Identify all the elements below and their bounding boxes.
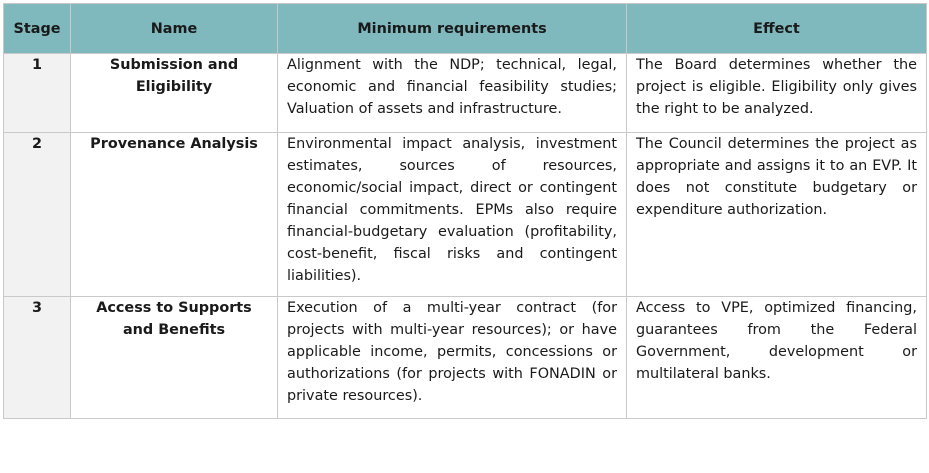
stage-number: 2: [4, 133, 71, 297]
table-row: [4, 133, 927, 297]
header-effect: Effect: [627, 4, 927, 54]
stage-name: Provenance Analysis: [71, 133, 278, 297]
stage-requirements: Alignment with the NDP; technical, legal, economic and financial feasibility studies; Valuation of assets and infrastructure.: [278, 54, 627, 133]
stage-effect: The Board determines whether the project is eligible. Eligibility only gives the right to be analyzed.: [627, 54, 927, 133]
table-row: [4, 54, 927, 133]
stages-table: [3, 3, 927, 419]
stage-effect: Access to VPE, optimized financing, guarantees from the Federal Government, development or multilateral banks.: [627, 297, 927, 419]
stage-name: Submission and Eligibility: [71, 54, 278, 133]
header-stage: Stage: [4, 4, 71, 54]
header-requirements: Minimum requirements: [278, 4, 627, 54]
stage-name: Access to Supports and Benefits: [71, 297, 278, 419]
header-name: Name: [71, 4, 278, 54]
stage-requirements: Environmental impact analysis, investment estimates, sources of resources, economic/social impact, direct or contingent financial commitments. EPMs also require financial-budgetary evaluation (profitability, cost-benefit, fiscal risks and contingent liabilities).: [278, 133, 627, 297]
stage-number: 1: [4, 54, 71, 133]
table-row: [4, 297, 927, 419]
stage-requirements: Execution of a multi-year contract (for projects with multi-year resources); or have applicable income, permits, concessions or authorizations (for projects with FONADIN or private resources).: [278, 297, 627, 419]
stage-effect: The Council determines the project as appropriate and assigns it to an EVP. It does not constitute budgetary or expenditure authorization.: [627, 133, 927, 297]
table-header-row: [4, 4, 927, 54]
stage-number: 3: [4, 297, 71, 419]
